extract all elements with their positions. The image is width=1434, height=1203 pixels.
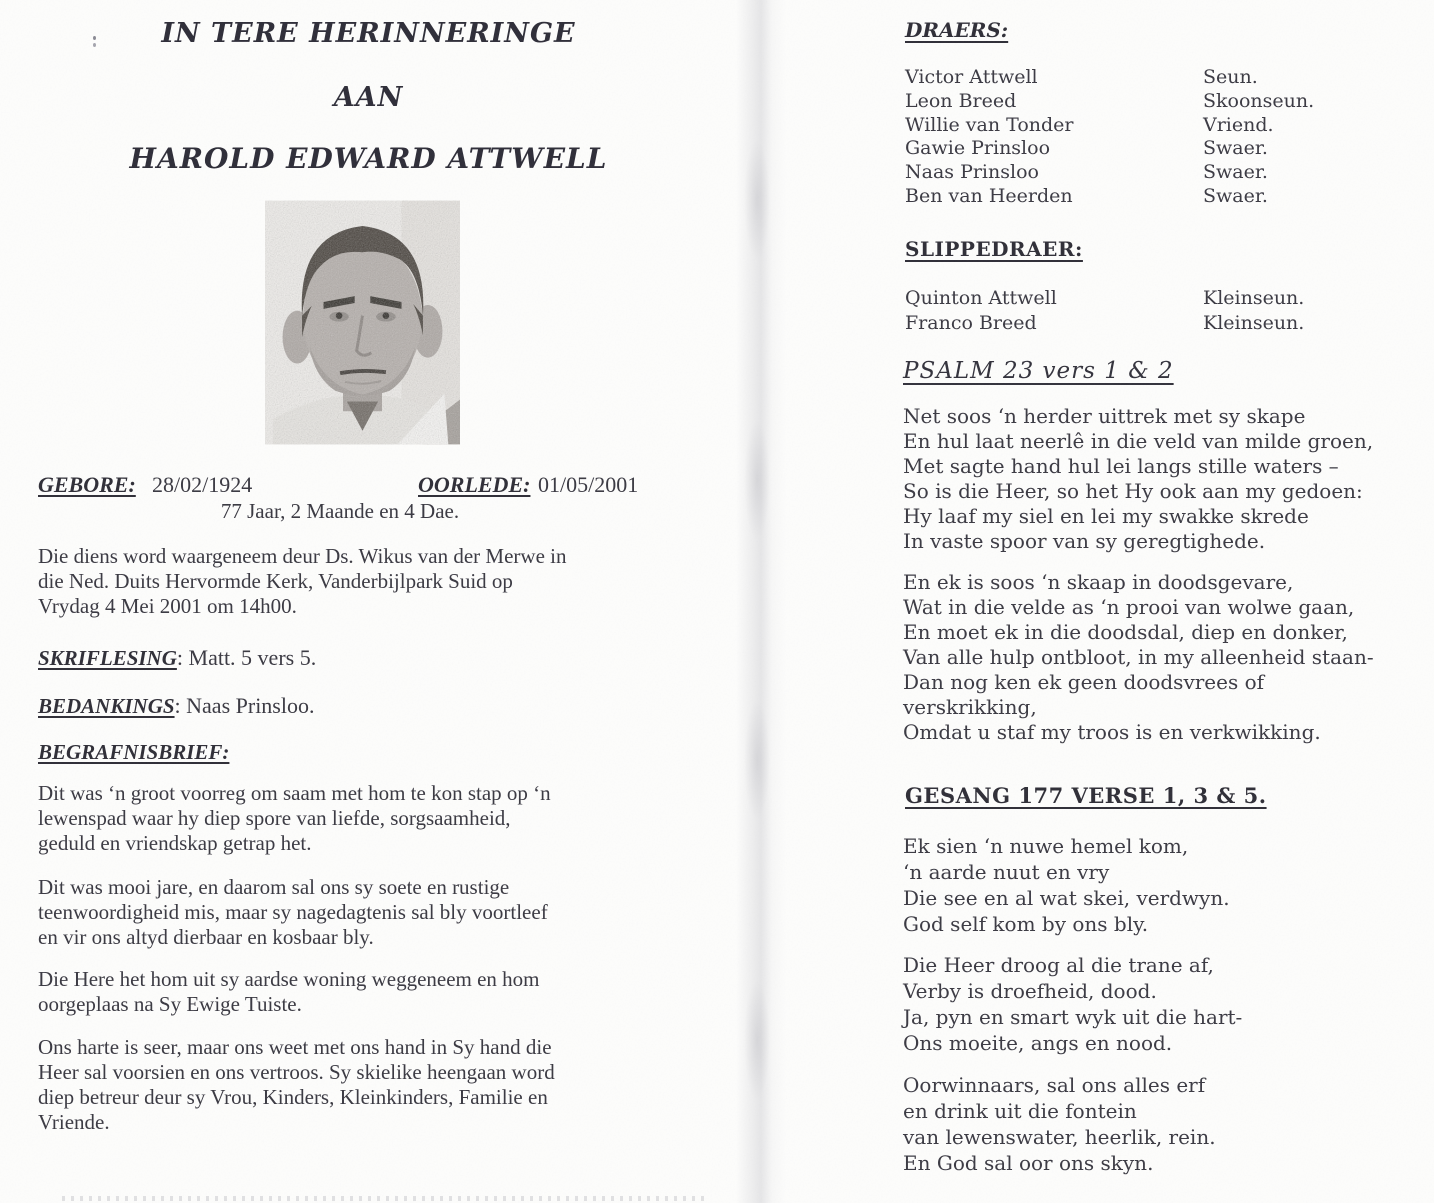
fold-smudge bbox=[744, 980, 770, 1100]
hymn-heading: GESANG 177 VERSE 1, 3 & 5. bbox=[905, 783, 1267, 808]
fold-smudge bbox=[744, 140, 770, 260]
fold-smudge bbox=[744, 420, 770, 540]
pallbearers-heading: DRAERS: bbox=[905, 18, 1009, 42]
wreath-bearer-row: Quinton Attwell Kleinseun. bbox=[905, 287, 1305, 309]
died-value: 01/05/2001 bbox=[538, 472, 639, 497]
memorial-title-line2: AAN bbox=[333, 82, 404, 113]
deceased-name: HAROLD EDWARD ATTWELL bbox=[129, 142, 608, 175]
pallbearer-row: Willie van Tonder Vriend. bbox=[905, 113, 1274, 136]
pallbearer-row: Gawie Prinsloo Swaer. bbox=[905, 137, 1268, 160]
thanks-line: BEDANKINGS: Naas Prinsloo. bbox=[38, 693, 315, 718]
wreath-bearer-heading: SLIPPEDRAER: bbox=[905, 237, 1083, 261]
memorial-title-line1: IN TERE HERINNERINGE bbox=[161, 18, 576, 49]
scan-speck bbox=[93, 36, 96, 40]
pallbearer-row: Naas Prinsloo Swaer. bbox=[905, 161, 1268, 184]
wreath-bearer-row: Franco Breed Kleinseun. bbox=[905, 312, 1305, 334]
scripture-reading-label: SKRIFLESING bbox=[38, 646, 177, 670]
born-label: GEBORE: bbox=[38, 472, 136, 497]
pallbearers-list bbox=[905, 66, 1405, 209]
wreath-bearers-list bbox=[905, 286, 1405, 336]
hymn-stanza-1: Ek sien ‘n nuwe hemel kom, ‘n aarde nuut en vry Die see en al wat skei, verdwyn. God self kom by ons bly. bbox=[903, 834, 1230, 936]
hymn-stanza-2: Die Heer droog al die trane af, Verby is droefheid, dood. Ja, pyn en smart wyk uit die hart- Ons moeite, angs en nood. bbox=[903, 953, 1243, 1055]
service-paragraph: Die diens word waargeneem deur Ds. Wikus van der Merwe in die Ned. Duits Hervormde Kerk, Vanderbijlpark Suid op Vrydag 4 Mei 2001 om 14h00. bbox=[38, 544, 567, 618]
tribute-paragraph-1: Dit was ‘n groot voorreg om saam met hom te kon stap op ‘n lewenspad waar hy diep spore van liefde, sorgsaamheid, geduld en vriendskap getrap het. bbox=[38, 781, 551, 855]
pallbearer-row: Leon Breed Skoonseun. bbox=[905, 89, 1315, 112]
psalm-stanza-1: Net soos ‘n herder uittrek met sy skape En hul laat neerlê in die veld van milde groen, Met sagte hand hul lei langs stille waters – So is die Heer, so het Hy ook aan my gedoen: Hy laaf my siel en lei my swakke skrede In vaste spoor van sy geregtighede. bbox=[903, 404, 1374, 553]
pallbearer-row: Victor Attwell Seun. bbox=[905, 66, 1258, 88]
tribute-paragraph-4: Ons harte is seer, maar ons weet met ons hand in Sy hand die Heer sal voorsien en ons vertroos. Sy skielike heengaan word diep betreur deur sy Vrou, Kinders, Kleinkinders, Familie en Vriende. bbox=[38, 1035, 555, 1134]
scripture-reading-line: SKRIFLESING: Matt. 5 vers 5. bbox=[38, 645, 317, 670]
born-value: 28/02/1924 bbox=[152, 472, 253, 497]
thanks-label: BEDANKINGS bbox=[38, 694, 175, 718]
fold-smudge bbox=[744, 700, 770, 820]
age-line: 77 Jaar, 2 Maande en 4 Dae. bbox=[220, 499, 460, 523]
portrait-photo bbox=[265, 200, 460, 445]
page-bottom-edge bbox=[62, 1196, 710, 1201]
tribute-paragraph-3: Die Here het hom uit sy aardse woning weggeneem en hom oorgeplaas na Sy Ewige Tuiste. bbox=[38, 967, 540, 1016]
died-label: OORLEDE: bbox=[418, 472, 531, 497]
tribute-paragraph-2: Dit was mooi jare, en daarom sal ons sy soete en rustige teenwoordigheid mis, maar sy nagedagtenis sal bly voortleef en vir ons altyd dierbaar en kosbaar bly. bbox=[38, 875, 548, 949]
psalm-heading: PSALM 23 vers 1 & 2 bbox=[903, 358, 1174, 384]
psalm-stanza-2: En ek is soos ‘n skaap in doodsgevare, Wat in die velde as ‘n prooi van wolwe gaan, En moet ek in die doodsdal, diep en donker, Van alle hulp ontbloot, in my alleenheid staan- Dan nog ken ek geen doodsvrees of verskrikking, Omdat u staf my troos is en verkwikking. bbox=[903, 570, 1374, 744]
hymn-stanza-3: Oorwinnaars, sal ons alles erf en drink uit die fontein van lewenswater, heerlik, rein. En God sal oor ons skyn. bbox=[903, 1073, 1216, 1175]
funeral-letter-heading: BEGRAFNISBRIEF: bbox=[38, 740, 230, 764]
pallbearer-row: Ben van Heerden Swaer. bbox=[905, 184, 1268, 207]
